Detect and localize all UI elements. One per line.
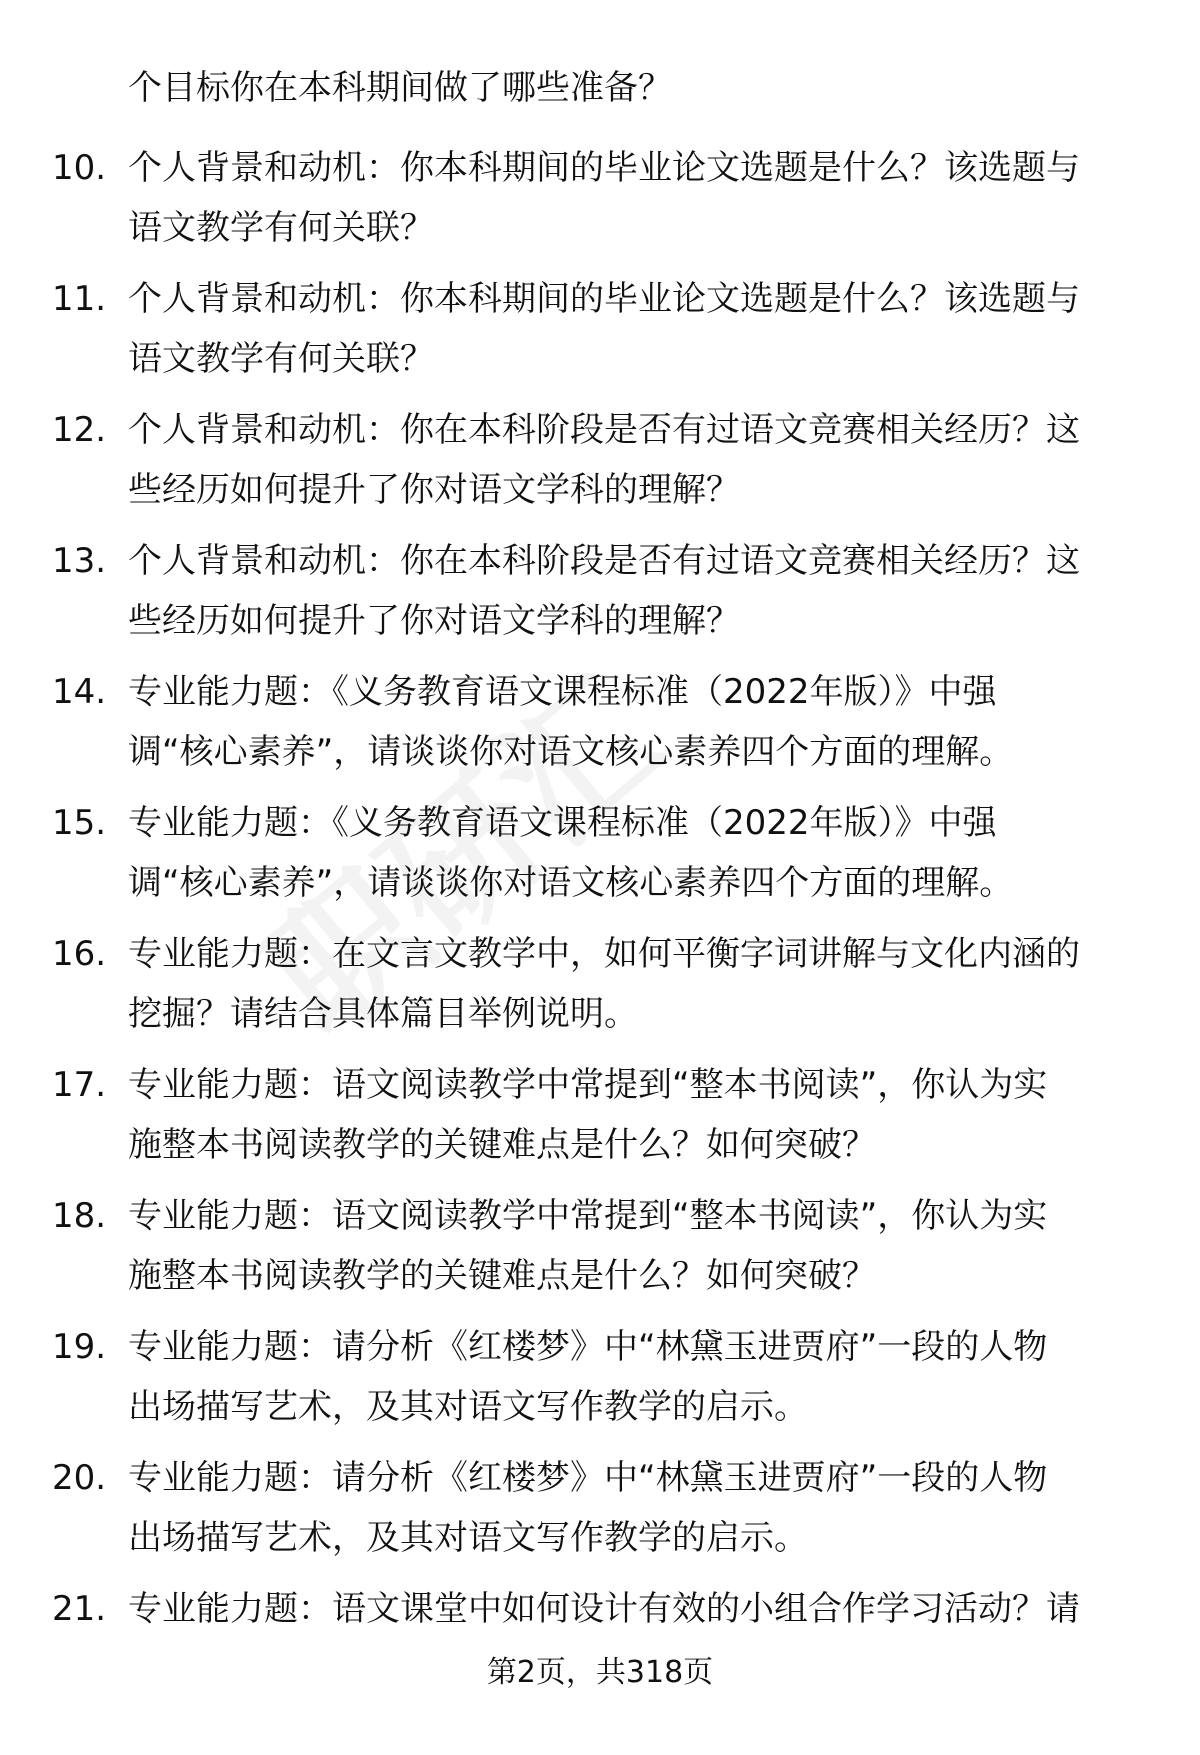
question-text-line-2: 调“核心素养”，请谈谈你对语文核心素养四个方面的理解。 <box>128 732 1014 772</box>
question-item-21 <box>0 1573 1200 1643</box>
question-text-line-2: 些经历如何提升了你对语文学科的理解？ <box>128 470 740 510</box>
question-item-13 <box>0 525 1200 656</box>
question-item-18 <box>0 1180 1200 1311</box>
question-text-line-2: 出场描写艺术，及其对语文写作教学的启示。 <box>128 1387 808 1427</box>
question-text-line-2: 些经历如何提升了你对语文学科的理解？ <box>128 601 740 641</box>
question-number: 21. <box>52 1589 107 1629</box>
question-item-16 <box>0 918 1200 1049</box>
question-text-line-2: 出场描写艺术，及其对语文写作教学的启示。 <box>128 1518 808 1558</box>
question-number: 17. <box>52 1065 107 1105</box>
question-item-12 <box>0 394 1200 525</box>
question-item-14 <box>0 656 1200 787</box>
question-text-line-1: 专业能力题：请分析《红楼梦》中“林黛玉进贾府”一段的人物 <box>128 1327 1048 1367</box>
question-number: 18. <box>52 1196 107 1236</box>
question-text-line-2: 施整本书阅读教学的关键难点是什么？如何突破？ <box>128 1125 876 1165</box>
question-text-line-1: 专业能力题：请分析《红楼梦》中“林黛玉进贾府”一段的人物 <box>128 1458 1048 1498</box>
question-list <box>0 132 1200 1643</box>
question-text-line-1: 专业能力题：《义务教育语文课程标准（2022年版）》中强 <box>128 672 997 712</box>
question-item-11 <box>0 263 1200 394</box>
question-number: 15. <box>52 803 107 843</box>
question-text-line-2: 语文教学有何关联？ <box>128 339 434 379</box>
question-item-17 <box>0 1049 1200 1180</box>
page-footer: 第2页，共318页 <box>486 1655 714 1690</box>
question-text-line-2: 语文教学有何关联？ <box>128 208 434 248</box>
question-text-line-1: 个人背景和动机：你在本科阶段是否有过语文竞赛相关经历？这 <box>128 541 1080 581</box>
question-number: 11. <box>52 279 107 319</box>
question-text-line-1: 专业能力题：在文言文教学中，如何平衡字词讲解与文化内涵的 <box>128 934 1080 974</box>
question-text-line-2: 施整本书阅读教学的关键难点是什么？如何突破？ <box>128 1256 876 1296</box>
question-text-line-2: 调“核心素养”，请谈谈你对语文核心素养四个方面的理解。 <box>128 863 1014 903</box>
question-number: 12. <box>52 410 107 450</box>
question-item-10 <box>0 132 1200 263</box>
question-number: 19. <box>52 1327 107 1367</box>
question-text-line-2: 挖掘？请结合具体篇目举例说明。 <box>128 994 638 1034</box>
continuation-line: 个目标你在本科期间做了哪些准备？ <box>128 68 672 108</box>
question-number: 14. <box>52 672 107 712</box>
question-text-line-1: 专业能力题：语文阅读教学中常提到“整本书阅读”，你认为实 <box>128 1065 1048 1105</box>
question-text-line-1: 个人背景和动机：你本科期间的毕业论文选题是什么？该选题与 <box>128 279 1080 319</box>
question-text-line-1: 个人背景和动机：你在本科阶段是否有过语文竞赛相关经历？这 <box>128 410 1080 450</box>
question-text-line-1: 个人背景和动机：你本科期间的毕业论文选题是什么？该选题与 <box>128 148 1080 188</box>
question-number: 16. <box>52 934 107 974</box>
question-item-19 <box>0 1311 1200 1442</box>
question-number: 10. <box>52 148 107 188</box>
question-number: 20. <box>52 1458 107 1498</box>
question-item-20 <box>0 1442 1200 1573</box>
question-number: 13. <box>52 541 107 581</box>
question-text-line-1: 专业能力题：语文课堂中如何设计有效的小组合作学习活动？请 <box>128 1589 1080 1629</box>
question-text-line-1: 专业能力题：语文阅读教学中常提到“整本书阅读”，你认为实 <box>128 1196 1048 1236</box>
question-text-line-1: 专业能力题：《义务教育语文课程标准（2022年版）》中强 <box>128 803 997 843</box>
question-item-15 <box>0 787 1200 918</box>
